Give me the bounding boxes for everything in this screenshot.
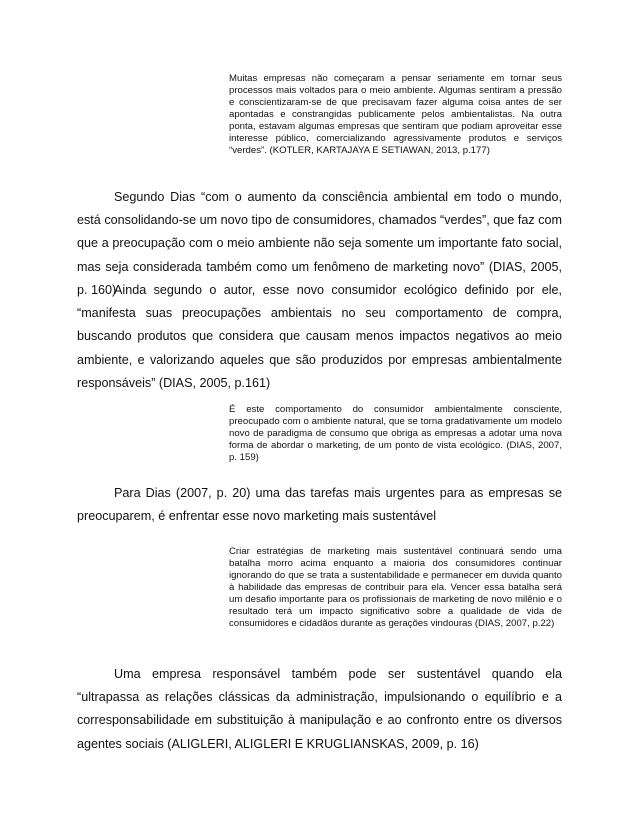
paragraph-empresa-responsavel: Uma empresa responsável também pode ser sustentável quando ela “ultrapassa as relações clássicas da administração, impulsionando o equilíbrio e a corresponsabilidade em substituição à manipulação e ao confronto entre os diversos agentes sociais (ALIGLERI, ALIGLERI E KRUGLIANSKAS, 2009, p. 16) bbox=[77, 667, 562, 751]
paragraph-dias-consumidores-verdes: Segundo Dias “com o aumento da consciência ambiental em todo o mundo, está consolidando-se um novo tipo de consumidores, chamados “verdes”, que faz com que a preocupação com o meio ambiente não seja somente um importante fato social, mas seja considerada também como um fenômeno de marketing novo” (DIAS, 2005, p. 160) bbox=[77, 190, 562, 297]
block-quote-dias-2007-159: É este comportamento do consumidor ambientalmente consciente, preocupado com o ambiente natural, que se torna gradativamente um modelo novo de paradigma de consumo que obriga as empresas a adotar uma nova forma de abordar o marketing, de um ponto de vista ecológico. (DIAS, 2007, p. 159) bbox=[229, 404, 562, 463]
paragraph-marketing-sustentavel: Para Dias (2007, p. 20) uma das tarefas mais urgentes para as empresas se preocuparem, é enfrentar esse novo marketing mais sustentável bbox=[77, 486, 562, 524]
paragraph-consumidor-ecologico: Ainda segundo o autor, esse novo consumidor ecológico definido por ele, “manifesta suas preocupações ambientais no seu comportamento de compra, buscando produtos que considera que causam menos impactos negativos ao meio ambiente, e valorizando aqueles que são produzidos por empresas ambientalmente responsáveis” (DIAS, 2005, p.161) bbox=[77, 283, 562, 390]
block-quote-dias-2007-22: Criar estratégias de marketing mais sustentável continuará sendo uma batalha morro acima enquanto a maioria dos consumidores continuar ignorando do que se trata a sustentabilidade e permanecer em duvida quanto à habilidade das empresas de contribuir para ela. Vencer essa batalha será um desafio importante para os profissionais de marketing de novo milênio e o resultado terá um impacto significativo sobre a qualidade de vida de consumidores e cidadãos durante as gerações vindouras (DIAS, 2007, p.22) bbox=[229, 546, 562, 629]
block-quote-kotler: Muitas empresas não começaram a pensar seriamente em tornar seus processos mais voltados para o meio ambiente. Algumas sentiram a pressão e conscientizaram-se de que precisavam fazer alguma coisa antes de ser apontadas e constrangidas publicamente pelos ambientalistas. Na outra ponta, estavam algumas empresas que sentiram que podiam aproveitar esse interesse público, comercializando agressivamente produtos e serviços “verdes”. (KOTLER, KARTAJAYA E SETIAWAN, 2013, p.177) bbox=[229, 73, 562, 156]
